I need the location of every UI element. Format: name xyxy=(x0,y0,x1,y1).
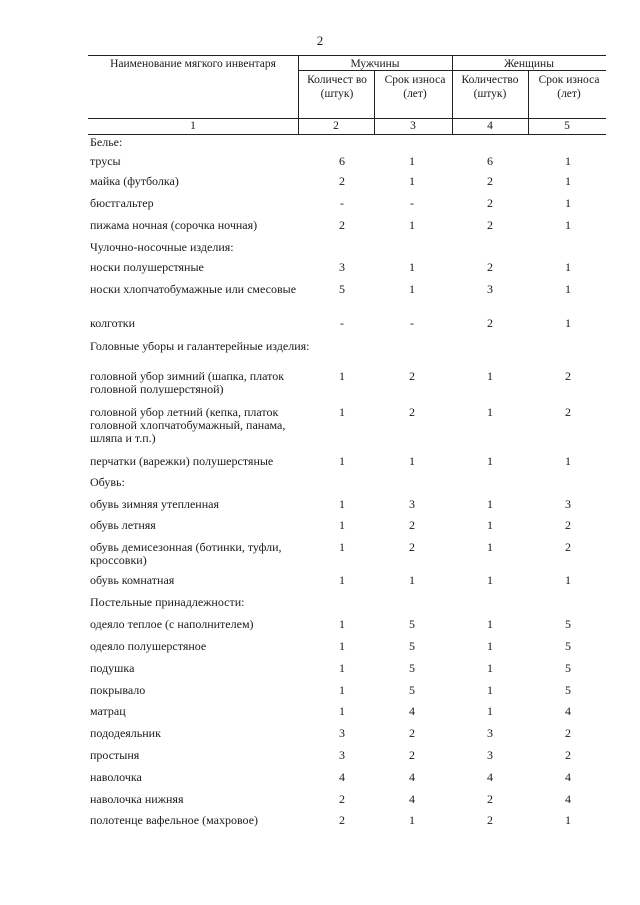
men-quantity-value: 2 xyxy=(339,792,345,806)
women-wear-term-value: 4 xyxy=(565,704,571,718)
item-name: обувь комнатная xyxy=(90,573,175,587)
men-quantity-value: 3 xyxy=(339,748,345,762)
item-name: носки полушерстяные xyxy=(90,260,204,274)
men-quantity-value: 4 xyxy=(339,770,345,784)
men-wear-term-value: 2 xyxy=(409,726,415,740)
header-women: Женщины xyxy=(504,58,554,70)
item-name: обувь демисезонная (ботинки, туфли, кроссовки) xyxy=(90,540,282,567)
item-name: покрывало xyxy=(90,683,146,697)
men-wear-term-value: 1 xyxy=(409,154,415,168)
men-quantity-value: 1 xyxy=(339,369,345,383)
women-wear-term-value: 2 xyxy=(565,518,571,532)
item-name: колготки xyxy=(90,316,136,330)
men-quantity-value: 1 xyxy=(339,454,345,468)
item-name: Постельные принадлежности: xyxy=(90,595,245,609)
item-name: обувь летняя xyxy=(90,518,156,532)
men-wear-term-value: 1 xyxy=(409,282,415,296)
women-quantity-value: 1 xyxy=(487,497,493,511)
item-name: полотенце вафельное (махровое) xyxy=(90,813,259,827)
men-wear-term-value: 2 xyxy=(409,405,415,419)
men-quantity-value: 1 xyxy=(339,540,345,554)
men-wear-term-value: 1 xyxy=(409,454,415,468)
header-name-column: Наименование мягкого инвентаря xyxy=(110,58,276,70)
men-quantity-value: - xyxy=(340,196,344,210)
page-number: 2 xyxy=(316,33,324,48)
men-quantity-value: 1 xyxy=(339,518,345,532)
item-name: наволочка xyxy=(90,770,142,784)
column-number-5: 5 xyxy=(564,120,570,132)
women-wear-term-value: 4 xyxy=(565,792,571,806)
item-name: обувь зимняя утепленная xyxy=(90,497,219,511)
men-quantity-value: 1 xyxy=(339,683,345,697)
men-quantity-value: 1 xyxy=(339,617,345,631)
women-quantity-value: 2 xyxy=(487,813,493,827)
men-quantity-value: 2 xyxy=(339,174,345,188)
men-wear-term-value: 4 xyxy=(409,792,415,806)
men-wear-term-value: 1 xyxy=(409,573,415,587)
men-wear-term-value: 5 xyxy=(409,639,415,653)
women-wear-term-value: 5 xyxy=(565,639,571,653)
men-quantity-value: 2 xyxy=(339,218,345,232)
women-quantity-value: 2 xyxy=(487,196,493,210)
item-name: одеяло полушерстяное xyxy=(90,639,207,653)
header-men: Мужчины xyxy=(350,58,400,70)
men-wear-term-value: 2 xyxy=(409,748,415,762)
women-quantity-value: 1 xyxy=(487,639,493,653)
item-name: носки хлопчатобумажные или смесовые xyxy=(90,282,297,296)
women-wear-term-value: 1 xyxy=(565,218,571,232)
men-quantity-value: 2 xyxy=(339,813,345,827)
women-wear-term-value: 2 xyxy=(565,726,571,740)
column-number-2: 2 xyxy=(333,120,339,132)
men-wear-term-value: - xyxy=(410,196,414,210)
women-quantity-value: 1 xyxy=(487,573,493,587)
men-wear-term-value: 1 xyxy=(409,260,415,274)
women-wear-term-value: 2 xyxy=(565,405,571,419)
men-wear-term-value: 3 xyxy=(409,497,415,511)
women-wear-term-value: 5 xyxy=(565,683,571,697)
women-quantity-value: 1 xyxy=(487,454,493,468)
men-wear-term-value: 5 xyxy=(409,661,415,675)
men-wear-term-value: - xyxy=(410,316,414,330)
women-quantity-value: 1 xyxy=(487,540,493,554)
women-quantity-value: 1 xyxy=(487,518,493,532)
men-quantity-value: 1 xyxy=(339,405,345,419)
women-quantity-value: 3 xyxy=(487,726,493,740)
men-wear-term-value: 2 xyxy=(409,540,415,554)
women-quantity-value: 1 xyxy=(487,405,493,419)
women-wear-term-value: 1 xyxy=(565,813,571,827)
women-wear-term-value: 2 xyxy=(565,540,571,554)
women-wear-term-value: 1 xyxy=(565,454,571,468)
women-wear-term-value: 3 xyxy=(565,497,571,511)
men-wear-term-value: 2 xyxy=(409,369,415,383)
women-quantity-value: 2 xyxy=(487,174,493,188)
header-men-wear-term: Срок износа (лет) xyxy=(384,74,446,100)
women-wear-term-value: 5 xyxy=(565,661,571,675)
men-wear-term-value: 5 xyxy=(409,617,415,631)
column-number-1: 1 xyxy=(190,120,196,132)
women-wear-term-value: 4 xyxy=(565,770,571,784)
men-quantity-value: - xyxy=(340,316,344,330)
item-name: пододеяльник xyxy=(90,726,161,740)
item-name: простыня xyxy=(90,748,140,762)
women-quantity-value: 6 xyxy=(487,154,493,168)
men-quantity-value: 3 xyxy=(339,726,345,740)
item-name: Обувь: xyxy=(90,475,125,489)
women-wear-term-value: 5 xyxy=(565,617,571,631)
men-wear-term-value: 4 xyxy=(409,704,415,718)
column-number-3: 3 xyxy=(410,120,416,132)
women-quantity-value: 1 xyxy=(487,617,493,631)
women-quantity-value: 1 xyxy=(487,661,493,675)
women-quantity-value: 4 xyxy=(487,770,493,784)
women-wear-term-value: 1 xyxy=(565,154,571,168)
header-women-quantity: Количество (штук) xyxy=(461,74,519,100)
women-wear-term-value: 1 xyxy=(565,174,571,188)
men-quantity-value: 6 xyxy=(339,154,345,168)
men-wear-term-value: 1 xyxy=(409,218,415,232)
men-quantity-value: 1 xyxy=(339,661,345,675)
men-quantity-value: 1 xyxy=(339,497,345,511)
men-wear-term-value: 5 xyxy=(409,683,415,697)
item-name: матрац xyxy=(90,704,126,718)
women-wear-term-value: 1 xyxy=(565,282,571,296)
women-quantity-value: 2 xyxy=(487,218,493,232)
item-name: наволочка нижняя xyxy=(90,792,184,806)
item-name: одеяло теплое (с наполнителем) xyxy=(90,617,254,631)
header-men-quantity: Количест во (штук) xyxy=(307,74,367,100)
men-quantity-value: 1 xyxy=(339,704,345,718)
item-name: Белье: xyxy=(90,135,123,149)
column-number-4: 4 xyxy=(487,120,493,132)
men-wear-term-value: 1 xyxy=(409,174,415,188)
header-women-wear-term: Срок износа (лет) xyxy=(538,74,600,100)
item-name: головной убор зимний (шапка, платок головной полушерстяной) xyxy=(90,369,285,396)
table-header xyxy=(88,55,606,135)
item-name: трусы xyxy=(90,154,121,168)
men-wear-term-value: 1 xyxy=(409,813,415,827)
item-name: бюстгальтер xyxy=(90,196,154,210)
women-wear-term-value: 1 xyxy=(565,260,571,274)
item-name: подушка xyxy=(90,661,135,675)
women-quantity-value: 1 xyxy=(487,369,493,383)
women-quantity-value: 2 xyxy=(487,316,493,330)
item-name: головной убор летний (кепка, платок головной хлопчатобумажный, панама, шляпа и т.п.) xyxy=(90,405,286,445)
women-wear-term-value: 1 xyxy=(565,196,571,210)
women-wear-term-value: 1 xyxy=(565,573,571,587)
women-quantity-value: 2 xyxy=(487,792,493,806)
men-quantity-value: 1 xyxy=(339,639,345,653)
women-quantity-value: 1 xyxy=(487,704,493,718)
item-name: Головные уборы и галантерейные изделия: xyxy=(90,339,310,353)
men-quantity-value: 3 xyxy=(339,260,345,274)
item-name: майка (футболка) xyxy=(90,174,179,188)
women-quantity-value: 3 xyxy=(487,748,493,762)
women-quantity-value: 2 xyxy=(487,260,493,274)
women-quantity-value: 1 xyxy=(487,683,493,697)
men-quantity-value: 1 xyxy=(339,573,345,587)
men-wear-term-value: 2 xyxy=(409,518,415,532)
women-wear-term-value: 2 xyxy=(565,748,571,762)
item-name: Чулочно-носочные изделия: xyxy=(90,240,234,254)
women-quantity-value: 3 xyxy=(487,282,493,296)
men-quantity-value: 5 xyxy=(339,282,345,296)
item-name: перчатки (варежки) полушерстяные xyxy=(90,454,274,468)
men-wear-term-value: 4 xyxy=(409,770,415,784)
women-wear-term-value: 1 xyxy=(565,316,571,330)
item-name: пижама ночная (сорочка ночная) xyxy=(90,218,258,232)
women-wear-term-value: 2 xyxy=(565,369,571,383)
